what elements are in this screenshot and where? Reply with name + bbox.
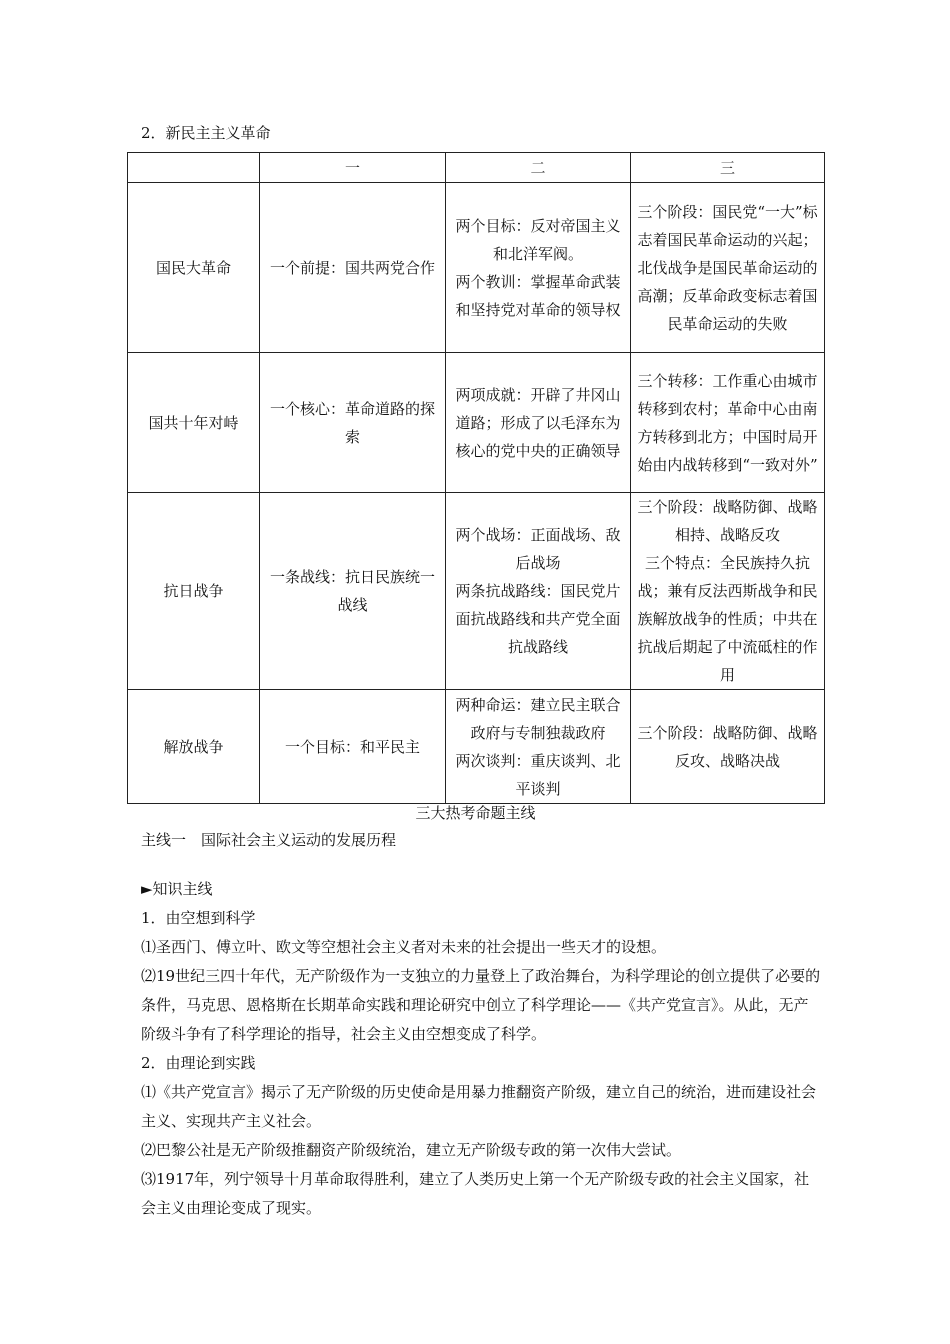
- cell-line: 三个阶段：战略防御、战略相持、战略反攻: [637, 498, 818, 544]
- stage-cell: 国共十年对峙: [128, 353, 260, 493]
- one-cell: 一个目标：和平民主: [260, 690, 446, 804]
- section-title: 2．由理论到实践: [141, 1054, 256, 1072]
- header-cell: [128, 153, 260, 183]
- table-row: [128, 690, 825, 804]
- two-cell: [446, 353, 631, 493]
- two-cell: [446, 690, 631, 804]
- paragraph: ⑵19世纪三四十年代，无产阶级作为一支独立的力量登上了政治舞台，为科学理论的创立提供了必要的条件，马克思、恩格斯在长期革命实践和理论研究中创立了科学理论——《共产党宣言》。从此，无产阶级斗争有了科学理论的指导，社会主义由空想变成了科学。: [141, 967, 821, 1043]
- cell-line: 三个阶段：国民党“一大”标志着国民革命运动的兴起；北伐战争是国民革命运动的高潮；反革命政变标志着国民革命运动的失败: [637, 202, 818, 333]
- cell-line: 两种命运：建立民主联合政府与专制独裁政府: [455, 695, 621, 742]
- body-text: [141, 826, 823, 1223]
- table-caption: 三大热考命题主线: [415, 804, 536, 822]
- paragraph: ⑵巴黎公社是无产阶级推翻资产阶级统治，建立无产阶级专政的第一次伟大尝试。: [141, 1141, 682, 1159]
- header-cell: 二: [446, 153, 631, 183]
- paragraph: ⑴《共产党宣言》揭示了无产阶级的历史使命是用暴力推翻资产阶级，建立自己的统治，进而建设社会主义、实现共产主义社会。: [141, 1083, 817, 1130]
- table-row: [128, 493, 825, 690]
- one-cell: 一个前提：国共两党合作: [260, 183, 446, 353]
- three-cell: [631, 493, 825, 690]
- one-cell: 一条战线：抗日民族统一战线: [260, 493, 446, 690]
- section-heading: 2．新民主主义革命: [141, 124, 271, 142]
- revolution-table: [127, 152, 825, 804]
- stage-cell: 国民大革命: [128, 183, 260, 353]
- section-title: 1．由空想到科学: [141, 909, 256, 927]
- knowledge-label: ►知识主线: [141, 880, 213, 898]
- cell-line: 两个教训：掌握革命武装和坚持党对革命的领导权: [455, 272, 621, 319]
- three-cell: [631, 690, 825, 804]
- cell-line: 三个特点：全民族持久抗战；兼有反法西斯战争和民族解放战争的性质；中共在抗战后期起了中流砥柱的作用: [637, 554, 818, 684]
- paragraph: ⑴圣西门、傅立叶、欧文等空想社会主义者对未来的社会提出一些天才的设想。: [141, 938, 667, 956]
- cell-line: 三个转移：工作重心由城市转移到农村；革命中心由南方转移到北方；中国时局开始由内战转移到“一致对外”: [637, 371, 818, 474]
- cell-line: 两个战场：正面战场、敌后战场: [455, 526, 621, 572]
- three-cell: [631, 353, 825, 493]
- mainline-title: 主线一 国际社会主义运动的发展历程: [141, 831, 397, 849]
- cell-line: 两项成就：开辟了井冈山道路；形成了以毛泽东为核心的党中央的正确领导: [455, 385, 621, 460]
- paragraph: ⑶1917年，列宁领导十月革命取得胜利，建立了人类历史上第一个无产阶级专政的社会主义国家，社会主义由理论变成了现实。: [141, 1170, 810, 1217]
- two-cell: [446, 493, 631, 690]
- cell-line: 三个阶段：战略防御、战略反攻、战略决战: [637, 723, 818, 770]
- header-cell: 一: [260, 153, 446, 183]
- two-cell: [446, 183, 631, 353]
- cell-line: 两个目标：反对帝国主义和北洋军阀。: [455, 216, 621, 263]
- stage-cell: 抗日战争: [128, 493, 260, 690]
- header-cell: 三: [631, 153, 825, 183]
- cell-line: 两次谈判：重庆谈判、北平谈判: [455, 751, 621, 798]
- table-header-row: [128, 153, 825, 183]
- table-row: [128, 353, 825, 493]
- three-cell: [631, 183, 825, 353]
- one-cell: 一个核心：革命道路的探 索: [260, 353, 446, 493]
- spacer: [141, 855, 823, 875]
- stage-cell: 解放战争: [128, 690, 260, 804]
- table-row: [128, 183, 825, 353]
- cell-line: 两条抗战路线：国民党片面抗战路线和共产党全面抗战路线: [455, 582, 621, 656]
